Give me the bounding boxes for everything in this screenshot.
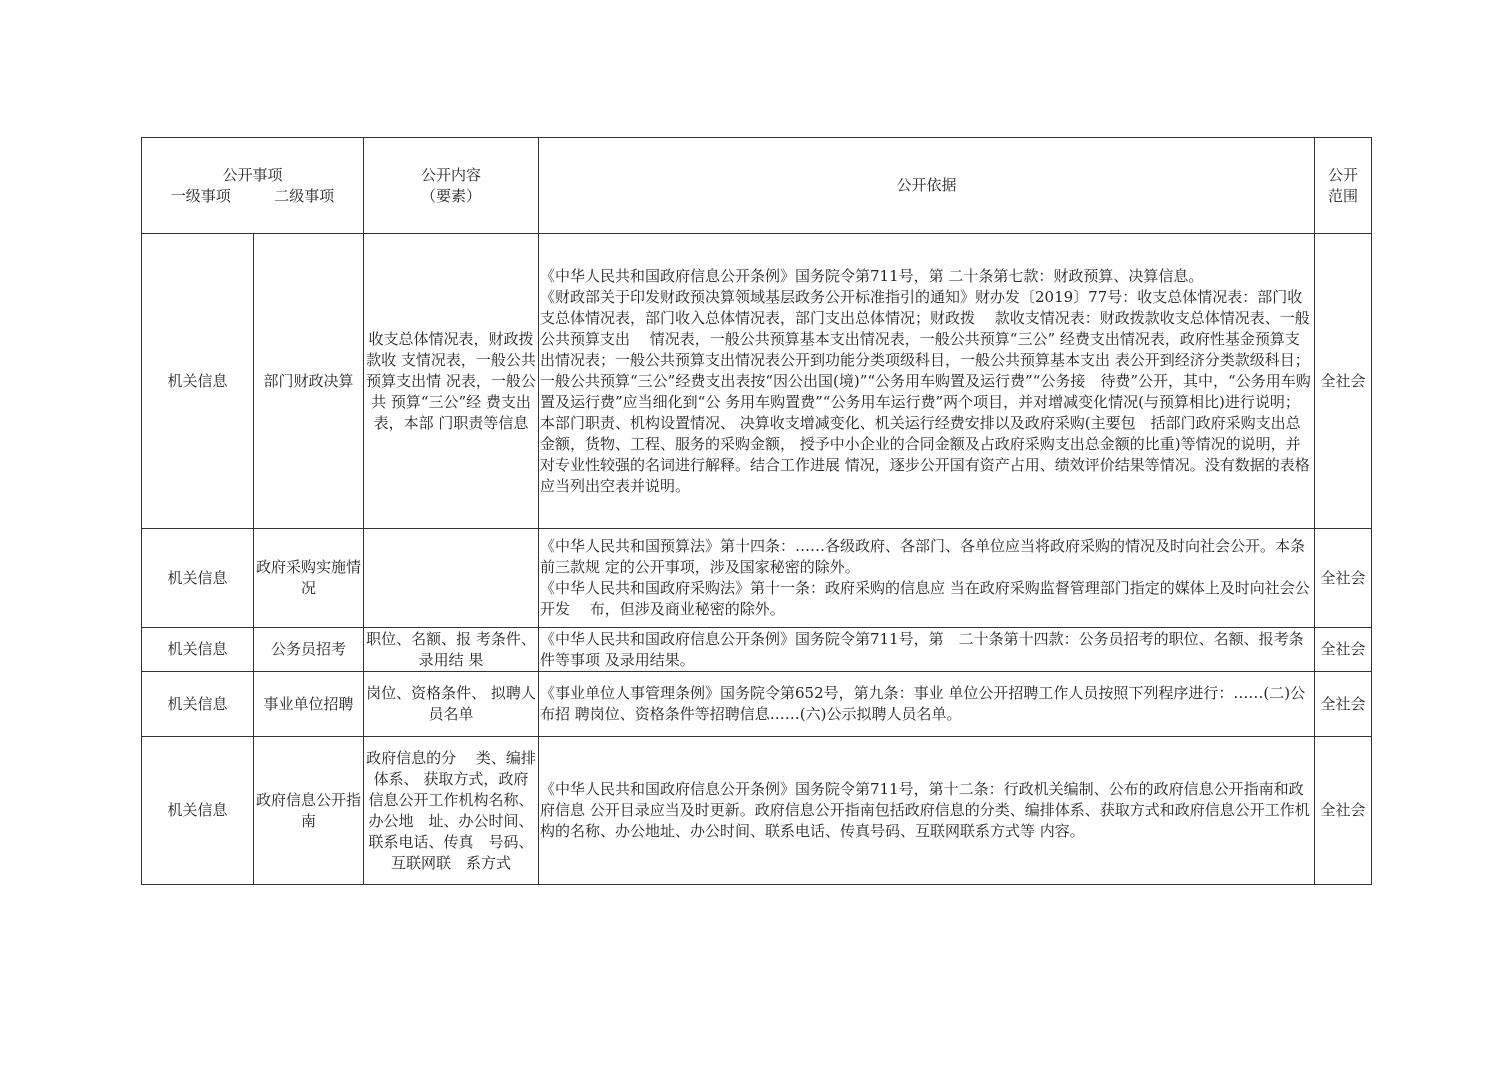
level2-cell: 事业单位招聘: [254, 672, 364, 737]
header-basis: 公开依据: [539, 138, 1315, 234]
table-row: [142, 234, 1372, 529]
table-header-row: [142, 138, 1372, 234]
header-content: [364, 138, 539, 234]
header-content-title: 公开内容: [420, 165, 481, 184]
level1-cell: 机关信息: [142, 234, 254, 529]
level2-cell: 公务员招考: [254, 628, 364, 672]
content-cell: [364, 529, 539, 628]
header-matter-title: 公开事项: [222, 165, 283, 184]
header-content-sub: （要素）: [420, 186, 481, 205]
table-row: [142, 737, 1372, 885]
basis-cell: [539, 672, 1315, 737]
level1-cell: 机关信息: [142, 529, 254, 628]
basis-paragraph: 《中华人民共和国政府信息公开条例》国务院令第711号，第 二十条第十四款：公务员招考的职位、名额、报考条件等事项 及录用结果。: [540, 629, 1304, 669]
basis-cell: [539, 234, 1315, 529]
scope-cell: 全社会: [1315, 628, 1372, 672]
basis-paragraph: 《财政部关于印发财政预决算领域基层政务公开标准指引的通知》财办发〔2019〕77号：收支总体情况表：部门收支总体情况表，部门收入总体情况表，部门支出总体情况；财政拨 款收支情况表：财政拨款收支总体情况表、一般公共预算支出 情况表，一般公共预算基本支出情况表，一般公共预算“三公” 经费支出情况表，政府性基金预算支出情况表；一般公共预算支出情况表公开到功能分类项级科目，一般公共预算基本支出 表公开到经济分类款级科目；一般公共预算“三公”经费支出表按“因公出国(境)”“公务用车购置及运行费”“公务接 待费”公开，其中，“公务用车购置及运行费”应当细化到“公 务用车购置费”“公务用车运行费”两个项目，并对增减变化情况(与预算相比)进行说明；本部门职责、机构设置情况、 决算收支增减变化、机关运行经费安排以及政府采购(主要包 括部门政府采购支出总金额，货物、工程、服务的采购金额， 授予中小企业的合同金额及占政府采购支出总金额的比重)等情况的说明，并对专业性较强的名词进行解释。结合工作进展 情况，逐步公开国有资产占用、绩效评价结果等情况。没有数据的表格应当列出空表并说明。: [540, 287, 1311, 495]
level1-cell: 机关信息: [142, 737, 254, 885]
content-cell: 政府信息的分 类、编排体系、 获取方式，政府 信息公开工作机构名称、办公地 址、办公时间、 联系电话、传真 号码、互联网联 系方式: [364, 737, 539, 885]
basis-cell: [539, 628, 1315, 672]
level1-cell: 机关信息: [142, 628, 254, 672]
scope-cell: 全社会: [1315, 737, 1372, 885]
header-scope: [1315, 138, 1372, 234]
basis-paragraph: 《中华人民共和国政府采购法》第十一条：政府采购的信息应 当在政府采购监督管理部门指定的媒体上及时向社会公开发 布，但涉及商业秘密的除外。: [540, 579, 1310, 618]
scope-cell: 全社会: [1315, 234, 1372, 529]
level2-cell: 部门财政决算: [254, 234, 364, 529]
basis-paragraph: 《事业单位人事管理条例》国务院令第652号，第九条：事业 单位公开招聘工作人员按照下列程序进行：……(二)公布招 聘岗位、资格条件等招聘信息……(六)公示拟聘人员名单。: [540, 684, 1306, 723]
header-level2: 二级事项: [274, 186, 335, 205]
basis-paragraph: 《中华人民共和国政府信息公开条例》国务院令第711号，第 二十条第七款：财政预算、决算信息。: [540, 266, 1204, 285]
table-row: [142, 672, 1372, 737]
level2-cell: 政府信息公开指南: [254, 737, 364, 885]
basis-cell: [539, 737, 1315, 885]
content-cell: 岗位、资格条件、 拟聘人员名单: [364, 672, 539, 737]
header-scope-line2: 范围: [1327, 186, 1358, 205]
basis-cell: [539, 529, 1315, 628]
scope-cell: 全社会: [1315, 529, 1372, 628]
disclosure-table: [141, 137, 1372, 885]
header-level1: 一级事项: [170, 186, 231, 205]
level1-cell: 机关信息: [142, 672, 254, 737]
basis-paragraph: 《中华人民共和国政府信息公开条例》国务院令第711号，第十二条：行政机关编制、公布的政府信息公开指南和政府信息 公开目录应当及时更新。政府信息公开指南包括政府信息的分类、编排体系、获取方式和政府信息公开工作机构的名称、办公地址、办公时间、联系电话、传真号码、互联网联系方式等 内容。: [540, 780, 1310, 840]
table-row: [142, 529, 1372, 628]
header-matter: [142, 138, 364, 234]
basis-paragraph: 《中华人民共和国预算法》第十四条：……各级政府、各部门、各单位应当将政府采购的情况及时向社会公开。本条前三款规 定的公开事项，涉及国家秘密的除外。: [540, 537, 1306, 576]
scope-cell: 全社会: [1315, 672, 1372, 737]
table-row: [142, 628, 1372, 672]
header-scope-line1: 公开: [1327, 165, 1358, 184]
level2-cell: 政府采购实施情况: [254, 529, 364, 628]
content-cell: 职位、名额、报 考条件、录用结 果: [364, 628, 539, 672]
content-cell: 收支总体情况表，财政拨款收 支情况表，一般公共预算支出情 况表，一般公共 预算“三公”经 费支出表，本部 门职责等信息: [364, 234, 539, 529]
